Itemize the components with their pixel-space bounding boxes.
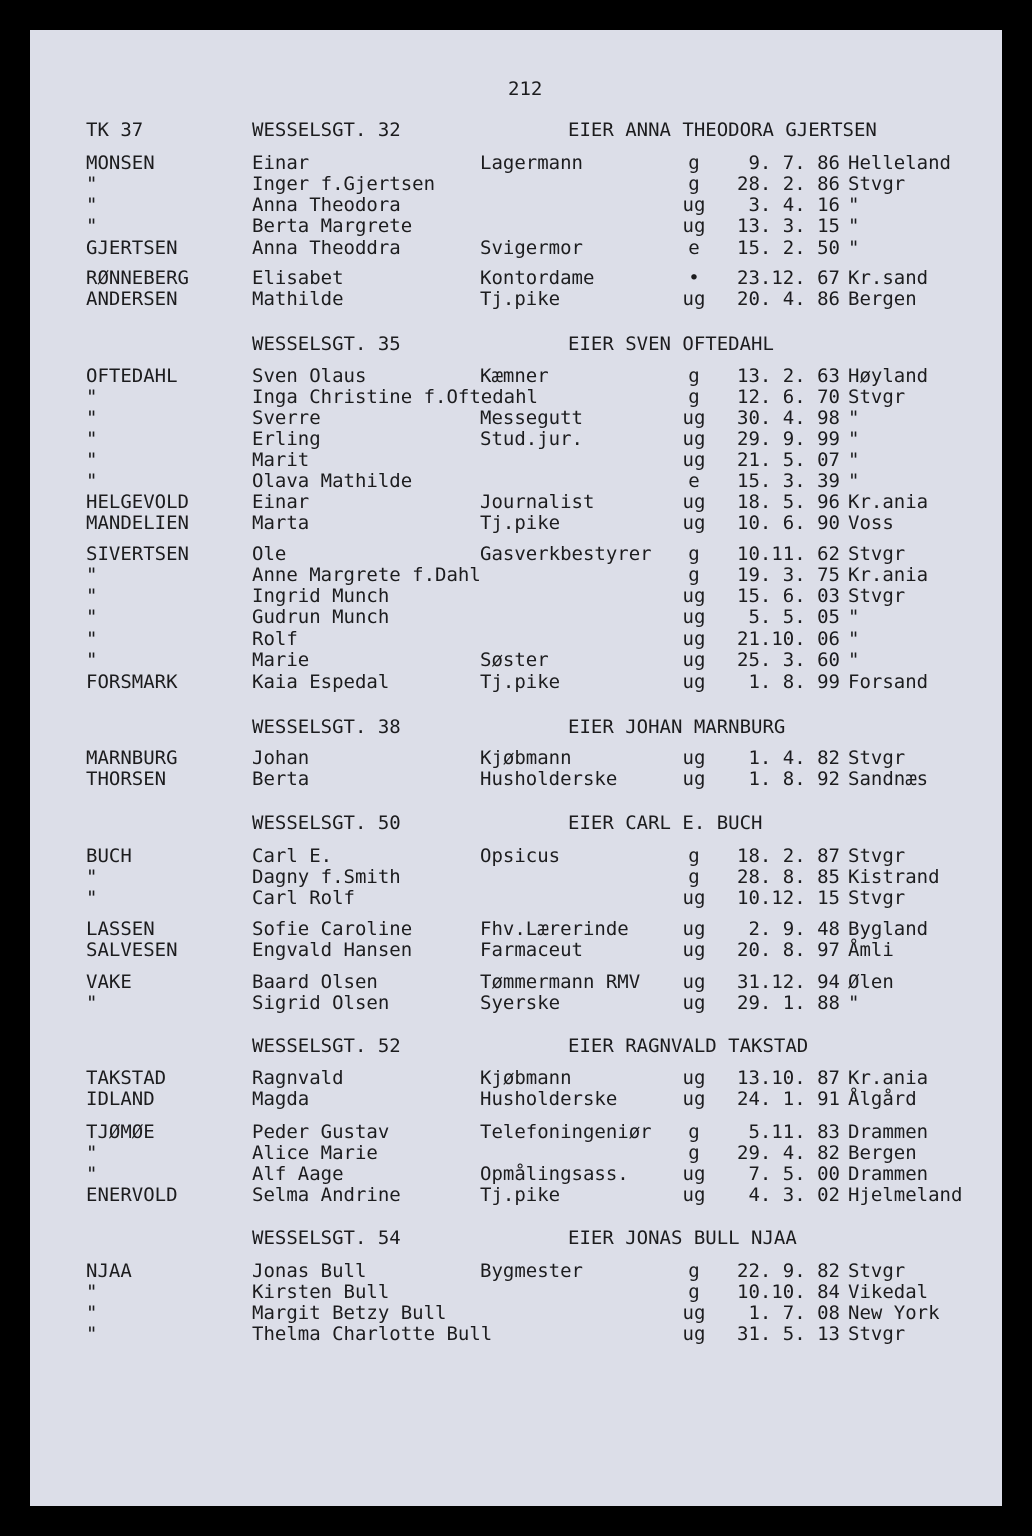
marital-status: ug bbox=[682, 194, 706, 216]
marital-status: g bbox=[688, 845, 700, 867]
surname: MARNBURG bbox=[86, 747, 178, 769]
name: Anna Theoddra bbox=[252, 237, 401, 259]
marital-status: ug bbox=[682, 1323, 706, 1345]
birth-date: 5.11. 83 bbox=[748, 1121, 840, 1143]
surname: FORSMARK bbox=[86, 671, 178, 693]
marital-status: g bbox=[688, 866, 700, 888]
birth-date: 13. 2. 63 bbox=[737, 365, 840, 387]
birth-place: Stvgr bbox=[848, 173, 906, 195]
birth-place: Stvgr bbox=[848, 1260, 906, 1282]
birth-date: 22. 9. 82 bbox=[737, 1260, 840, 1282]
occupation: Telefoningeniør bbox=[480, 1121, 652, 1143]
name: Marit bbox=[252, 449, 310, 471]
marital-status: ug bbox=[682, 768, 706, 790]
surname: " bbox=[86, 992, 98, 1014]
marital-status: e bbox=[688, 470, 700, 492]
marital-status: ug bbox=[682, 1067, 706, 1089]
marital-status: g bbox=[688, 365, 700, 387]
birth-place: Stvgr bbox=[848, 887, 906, 909]
birth-date: 21. 5. 07 bbox=[737, 449, 840, 471]
name: Peder Gustav bbox=[252, 1121, 390, 1143]
birth-date: 28. 8. 85 bbox=[737, 866, 840, 888]
surname: RØNNEBERG bbox=[86, 267, 189, 289]
birth-place: Sandnæs bbox=[848, 768, 929, 790]
birth-date: 12. 6. 70 bbox=[737, 386, 840, 408]
occupation: Tj.pike bbox=[480, 671, 561, 693]
birth-place: Drammen bbox=[848, 1121, 929, 1143]
resident-row bbox=[30, 1121, 1002, 1143]
surname: " bbox=[86, 564, 98, 586]
birth-place: Stvgr bbox=[848, 386, 906, 408]
marital-status: g bbox=[688, 1121, 700, 1143]
birth-date: 28. 2. 86 bbox=[737, 173, 840, 195]
surname: NJAA bbox=[86, 1260, 132, 1282]
resident-row bbox=[30, 1323, 1002, 1345]
birth-date: 10.12. 15 bbox=[737, 887, 840, 909]
birth-place: Kr.ania bbox=[848, 564, 929, 586]
birth-date: 10.10. 84 bbox=[737, 1281, 840, 1303]
name: Inga Christine f.Oftedahl bbox=[252, 386, 538, 408]
resident-row bbox=[30, 1067, 1002, 1089]
birth-date: 1. 4. 82 bbox=[748, 747, 840, 769]
birth-date: 29. 9. 99 bbox=[737, 428, 840, 450]
birth-place: Bergen bbox=[848, 1142, 917, 1164]
birth-place: Stvgr bbox=[848, 747, 906, 769]
resident-row bbox=[30, 428, 1002, 450]
owner-heading: EIER SVEN OFTEDAHL bbox=[568, 333, 774, 355]
surname: " bbox=[86, 1163, 98, 1185]
owner-heading: EIER JOHAN MARNBURG bbox=[568, 716, 786, 738]
surname: " bbox=[86, 470, 98, 492]
birth-date: 25. 3. 60 bbox=[737, 649, 840, 671]
birth-date: 15. 6. 03 bbox=[737, 585, 840, 607]
birth-place: Bygland bbox=[848, 918, 929, 940]
occupation: Kjøbmann bbox=[480, 747, 572, 769]
name: Baard Olsen bbox=[252, 971, 378, 993]
surname: " bbox=[86, 449, 98, 471]
street-heading: WESSELSGT. 50 bbox=[252, 812, 401, 834]
marital-status: ug bbox=[682, 747, 706, 769]
marital-status: ug bbox=[682, 288, 706, 310]
occupation: Farmaceut bbox=[480, 939, 583, 961]
marital-status: ug bbox=[682, 628, 706, 650]
street-heading: WESSELSGT. 35 bbox=[252, 333, 401, 355]
birth-date: 31. 5. 13 bbox=[737, 1323, 840, 1345]
name: Ole bbox=[252, 543, 287, 565]
surname: " bbox=[86, 1281, 98, 1303]
resident-row bbox=[30, 543, 1002, 565]
birth-date: 2. 9. 48 bbox=[748, 918, 840, 940]
name: Marie bbox=[252, 649, 310, 671]
occupation: Kontordame bbox=[480, 267, 595, 289]
marital-status: g bbox=[688, 386, 700, 408]
occupation: Syerske bbox=[480, 992, 561, 1014]
marital-status: g bbox=[688, 543, 700, 565]
owner-heading: EIER RAGNVALD TAKSTAD bbox=[568, 1035, 809, 1057]
birth-place: " bbox=[848, 470, 860, 492]
birth-place: Kr.ania bbox=[848, 491, 929, 513]
birth-place: Forsand bbox=[848, 671, 929, 693]
name: Alice Marie bbox=[252, 1142, 378, 1164]
resident-row bbox=[30, 386, 1002, 408]
street-heading: WESSELSGT. 38 bbox=[252, 716, 401, 738]
marital-status: g bbox=[688, 564, 700, 586]
marital-status: g bbox=[688, 1142, 700, 1164]
resident-row bbox=[30, 1142, 1002, 1164]
street-heading: WESSELSGT. 54 bbox=[252, 1227, 401, 1249]
name: Alf Aage bbox=[252, 1163, 344, 1185]
occupation: Opmålingsass. bbox=[480, 1163, 629, 1185]
resident-row bbox=[30, 449, 1002, 471]
name: Margit Betzy Bull bbox=[252, 1302, 447, 1324]
surname: SALVESEN bbox=[86, 939, 178, 961]
name: Sofie Caroline bbox=[252, 918, 413, 940]
surname: " bbox=[86, 194, 98, 216]
resident-row bbox=[30, 512, 1002, 534]
marital-status: ug bbox=[682, 1163, 706, 1185]
name: Magda bbox=[252, 1088, 310, 1110]
occupation: Journalist bbox=[480, 491, 595, 513]
occupation: Opsicus bbox=[480, 845, 561, 867]
resident-row bbox=[30, 1302, 1002, 1324]
surname: " bbox=[86, 585, 98, 607]
birth-place: " bbox=[848, 215, 860, 237]
birth-date: 20. 8. 97 bbox=[737, 939, 840, 961]
surname: IDLAND bbox=[86, 1088, 155, 1110]
birth-date: 1. 7. 08 bbox=[748, 1302, 840, 1324]
occupation: Søster bbox=[480, 649, 549, 671]
birth-date: 1. 8. 92 bbox=[748, 768, 840, 790]
street-heading: WESSELSGT. 32 bbox=[252, 119, 401, 141]
name: Kaia Espedal bbox=[252, 671, 390, 693]
surname: " bbox=[86, 628, 98, 650]
birth-date: 19. 3. 75 bbox=[737, 564, 840, 586]
birth-date: 13. 3. 15 bbox=[737, 215, 840, 237]
birth-place: " bbox=[848, 237, 860, 259]
resident-row bbox=[30, 1281, 1002, 1303]
birth-place: Helleland bbox=[848, 152, 951, 174]
document-page bbox=[30, 30, 1002, 1506]
occupation: Lagermann bbox=[480, 152, 583, 174]
resident-row bbox=[30, 585, 1002, 607]
surname: OFTEDAHL bbox=[86, 365, 178, 387]
surname: TJØMØE bbox=[86, 1121, 155, 1143]
birth-place: Kr.ania bbox=[848, 1067, 929, 1089]
surname: " bbox=[86, 428, 98, 450]
surname: THORSEN bbox=[86, 768, 167, 790]
birth-place: " bbox=[848, 194, 860, 216]
name: Dagny f.Smith bbox=[252, 866, 401, 888]
tk-label: TK 37 bbox=[86, 119, 144, 141]
marital-status: ug bbox=[682, 215, 706, 237]
birth-date: 29. 4. 82 bbox=[737, 1142, 840, 1164]
resident-row bbox=[30, 365, 1002, 387]
birth-place: Høyland bbox=[848, 365, 929, 387]
surname: GJERTSEN bbox=[86, 237, 178, 259]
surname: LASSEN bbox=[86, 918, 155, 940]
marital-status: ug bbox=[682, 585, 706, 607]
occupation: Messegutt bbox=[480, 407, 583, 429]
marital-status: ug bbox=[682, 992, 706, 1014]
owner-heading: EIER CARL E. BUCH bbox=[568, 812, 763, 834]
resident-row bbox=[30, 288, 1002, 310]
name: Mathilde bbox=[252, 288, 344, 310]
name: Engvald Hansen bbox=[252, 939, 413, 961]
birth-place: Stvgr bbox=[848, 1323, 906, 1345]
marital-status: ug bbox=[682, 606, 706, 628]
marital-status: ug bbox=[682, 1184, 706, 1206]
birth-date: 23.12. 67 bbox=[737, 267, 840, 289]
marital-status: ug bbox=[682, 671, 706, 693]
name: Olava Mathilde bbox=[252, 470, 413, 492]
resident-row bbox=[30, 1184, 1002, 1206]
resident-row bbox=[30, 649, 1002, 671]
surname: " bbox=[86, 173, 98, 195]
occupation: Kæmner bbox=[480, 365, 549, 387]
birth-place: Voss bbox=[848, 512, 894, 534]
name: Carl Rolf bbox=[252, 887, 355, 909]
surname: TAKSTAD bbox=[86, 1067, 167, 1089]
birth-place: Stvgr bbox=[848, 543, 906, 565]
surname: MANDELIEN bbox=[86, 512, 189, 534]
surname: BUCH bbox=[86, 845, 132, 867]
birth-date: 13.10. 87 bbox=[737, 1067, 840, 1089]
occupation: Husholderske bbox=[480, 768, 618, 790]
birth-date: 9. 7. 86 bbox=[748, 152, 840, 174]
marital-status: ug bbox=[682, 939, 706, 961]
owner-heading: EIER JONAS BULL NJAA bbox=[568, 1227, 797, 1249]
surname: " bbox=[86, 407, 98, 429]
birth-date: 21.10. 06 bbox=[737, 628, 840, 650]
surname: " bbox=[86, 606, 98, 628]
marital-status: ug bbox=[682, 649, 706, 671]
occupation: Husholderske bbox=[480, 1088, 618, 1110]
name: Berta Margrete bbox=[252, 215, 413, 237]
occupation: Tj.pike bbox=[480, 512, 561, 534]
resident-row bbox=[30, 1163, 1002, 1185]
surname: " bbox=[86, 649, 98, 671]
resident-row bbox=[30, 564, 1002, 586]
occupation: Kjøbmann bbox=[480, 1067, 572, 1089]
birth-date: 15. 3. 39 bbox=[737, 470, 840, 492]
owner-heading: EIER ANNA THEODORA GJERTSEN bbox=[568, 119, 877, 141]
resident-row bbox=[30, 491, 1002, 513]
birth-date: 15. 2. 50 bbox=[737, 237, 840, 259]
marital-status: g bbox=[688, 152, 700, 174]
birth-place: Stvgr bbox=[848, 845, 906, 867]
resident-row bbox=[30, 918, 1002, 940]
birth-date: 3. 4. 16 bbox=[748, 194, 840, 216]
occupation: Gasverkbestyrer bbox=[480, 543, 652, 565]
birth-place: New York bbox=[848, 1302, 940, 1324]
birth-date: 30. 4. 98 bbox=[737, 407, 840, 429]
name: Erling bbox=[252, 428, 321, 450]
birth-date: 1. 8. 99 bbox=[748, 671, 840, 693]
occupation: Svigermor bbox=[480, 237, 583, 259]
surname: VAKE bbox=[86, 971, 132, 993]
marital-status: ug bbox=[682, 512, 706, 534]
birth-date: 5. 5. 05 bbox=[748, 606, 840, 628]
name: Thelma Charlotte Bull bbox=[252, 1323, 493, 1345]
marital-status: g bbox=[688, 173, 700, 195]
surname: HELGEVOLD bbox=[86, 491, 189, 513]
name: Ragnvald bbox=[252, 1067, 344, 1089]
birth-place: " bbox=[848, 407, 860, 429]
name: Selma Andrine bbox=[252, 1184, 401, 1206]
birth-place: Bergen bbox=[848, 288, 917, 310]
name: Einar bbox=[252, 152, 310, 174]
birth-place: Ølen bbox=[848, 971, 894, 993]
birth-place: Drammen bbox=[848, 1163, 929, 1185]
name: Kirsten Bull bbox=[252, 1281, 390, 1303]
marital-status: ug bbox=[682, 887, 706, 909]
name: Inger f.Gjertsen bbox=[252, 173, 436, 195]
birth-date: 10. 6. 90 bbox=[737, 512, 840, 534]
resident-row bbox=[30, 866, 1002, 888]
occupation: Tj.pike bbox=[480, 288, 561, 310]
resident-row bbox=[30, 194, 1002, 216]
resident-row bbox=[30, 267, 1002, 289]
resident-row bbox=[30, 1088, 1002, 1110]
birth-place: " bbox=[848, 428, 860, 450]
birth-place: Åmli bbox=[848, 939, 894, 961]
birth-date: 18. 2. 87 bbox=[737, 845, 840, 867]
marital-status: g bbox=[688, 1260, 700, 1282]
name: Sigrid Olsen bbox=[252, 992, 390, 1014]
name: Sven Olaus bbox=[252, 365, 367, 387]
occupation: Bygmester bbox=[480, 1260, 583, 1282]
marital-status: ug bbox=[682, 1302, 706, 1324]
birth-date: 31.12. 94 bbox=[737, 971, 840, 993]
resident-row bbox=[30, 215, 1002, 237]
surname: " bbox=[86, 1302, 98, 1324]
marital-status: ug bbox=[682, 971, 706, 993]
surname: " bbox=[86, 386, 98, 408]
birth-date: 10.11. 62 bbox=[737, 543, 840, 565]
occupation: Tømmermann RMV bbox=[480, 971, 641, 993]
birth-place: " bbox=[848, 992, 860, 1014]
name: Rolf bbox=[252, 628, 298, 650]
page-number: 212 bbox=[508, 78, 543, 100]
marital-status: ug bbox=[682, 428, 706, 450]
resident-row bbox=[30, 939, 1002, 961]
surname: " bbox=[86, 866, 98, 888]
resident-row bbox=[30, 992, 1002, 1014]
occupation: Fhv.Lærerinde bbox=[480, 918, 629, 940]
birth-place: Vikedal bbox=[848, 1281, 929, 1303]
birth-place: " bbox=[848, 628, 860, 650]
surname: " bbox=[86, 1323, 98, 1345]
birth-place: Kr.sand bbox=[848, 267, 929, 289]
birth-date: 18. 5. 96 bbox=[737, 491, 840, 513]
birth-place: " bbox=[848, 649, 860, 671]
name: Jonas Bull bbox=[252, 1260, 367, 1282]
name: Gudrun Munch bbox=[252, 606, 390, 628]
surname: " bbox=[86, 887, 98, 909]
marital-status: g bbox=[688, 1281, 700, 1303]
resident-row bbox=[30, 1260, 1002, 1282]
street-heading: WESSELSGT. 52 bbox=[252, 1035, 401, 1057]
marital-status: ug bbox=[682, 449, 706, 471]
surname: ANDERSEN bbox=[86, 288, 178, 310]
resident-row bbox=[30, 971, 1002, 993]
surname: SIVERTSEN bbox=[86, 543, 189, 565]
occupation: Tj.pike bbox=[480, 1184, 561, 1206]
birth-place: Hjelmeland bbox=[848, 1184, 963, 1206]
resident-row bbox=[30, 152, 1002, 174]
birth-place: " bbox=[848, 606, 860, 628]
resident-row bbox=[30, 237, 1002, 259]
name: Einar bbox=[252, 491, 310, 513]
surname: ENERVOLD bbox=[86, 1184, 178, 1206]
name: Sverre bbox=[252, 407, 321, 429]
occupation: Stud.jur. bbox=[480, 428, 583, 450]
surname: " bbox=[86, 1142, 98, 1164]
resident-row bbox=[30, 628, 1002, 650]
name: Johan bbox=[252, 747, 310, 769]
name: Carl E. bbox=[252, 845, 333, 867]
birth-place: " bbox=[848, 449, 860, 471]
birth-place: Stvgr bbox=[848, 585, 906, 607]
resident-row bbox=[30, 606, 1002, 628]
birth-date: 7. 5. 00 bbox=[748, 1163, 840, 1185]
resident-row bbox=[30, 671, 1002, 693]
name: Elisabet bbox=[252, 267, 344, 289]
resident-row bbox=[30, 470, 1002, 492]
marital-status: e bbox=[688, 237, 700, 259]
resident-row bbox=[30, 845, 1002, 867]
resident-row bbox=[30, 407, 1002, 429]
birth-date: 29. 1. 88 bbox=[737, 992, 840, 1014]
surname: MONSEN bbox=[86, 152, 155, 174]
resident-row bbox=[30, 747, 1002, 769]
marital-status: ug bbox=[682, 1088, 706, 1110]
resident-row bbox=[30, 887, 1002, 909]
resident-row bbox=[30, 173, 1002, 195]
name: Ingrid Munch bbox=[252, 585, 390, 607]
name: Anne Margrete f.Dahl bbox=[252, 564, 481, 586]
birth-date: 20. 4. 86 bbox=[737, 288, 840, 310]
marital-status: ug bbox=[682, 491, 706, 513]
birth-date: 4. 3. 02 bbox=[748, 1184, 840, 1206]
name: Marta bbox=[252, 512, 310, 534]
surname: " bbox=[86, 215, 98, 237]
marital-status: • bbox=[688, 267, 700, 289]
birth-place: Ålgård bbox=[848, 1088, 917, 1110]
name: Berta bbox=[252, 768, 310, 790]
marital-status: ug bbox=[682, 407, 706, 429]
name: Anna Theodora bbox=[252, 194, 401, 216]
birth-place: Kistrand bbox=[848, 866, 940, 888]
marital-status: ug bbox=[682, 918, 706, 940]
birth-date: 24. 1. 91 bbox=[737, 1088, 840, 1110]
resident-row bbox=[30, 768, 1002, 790]
